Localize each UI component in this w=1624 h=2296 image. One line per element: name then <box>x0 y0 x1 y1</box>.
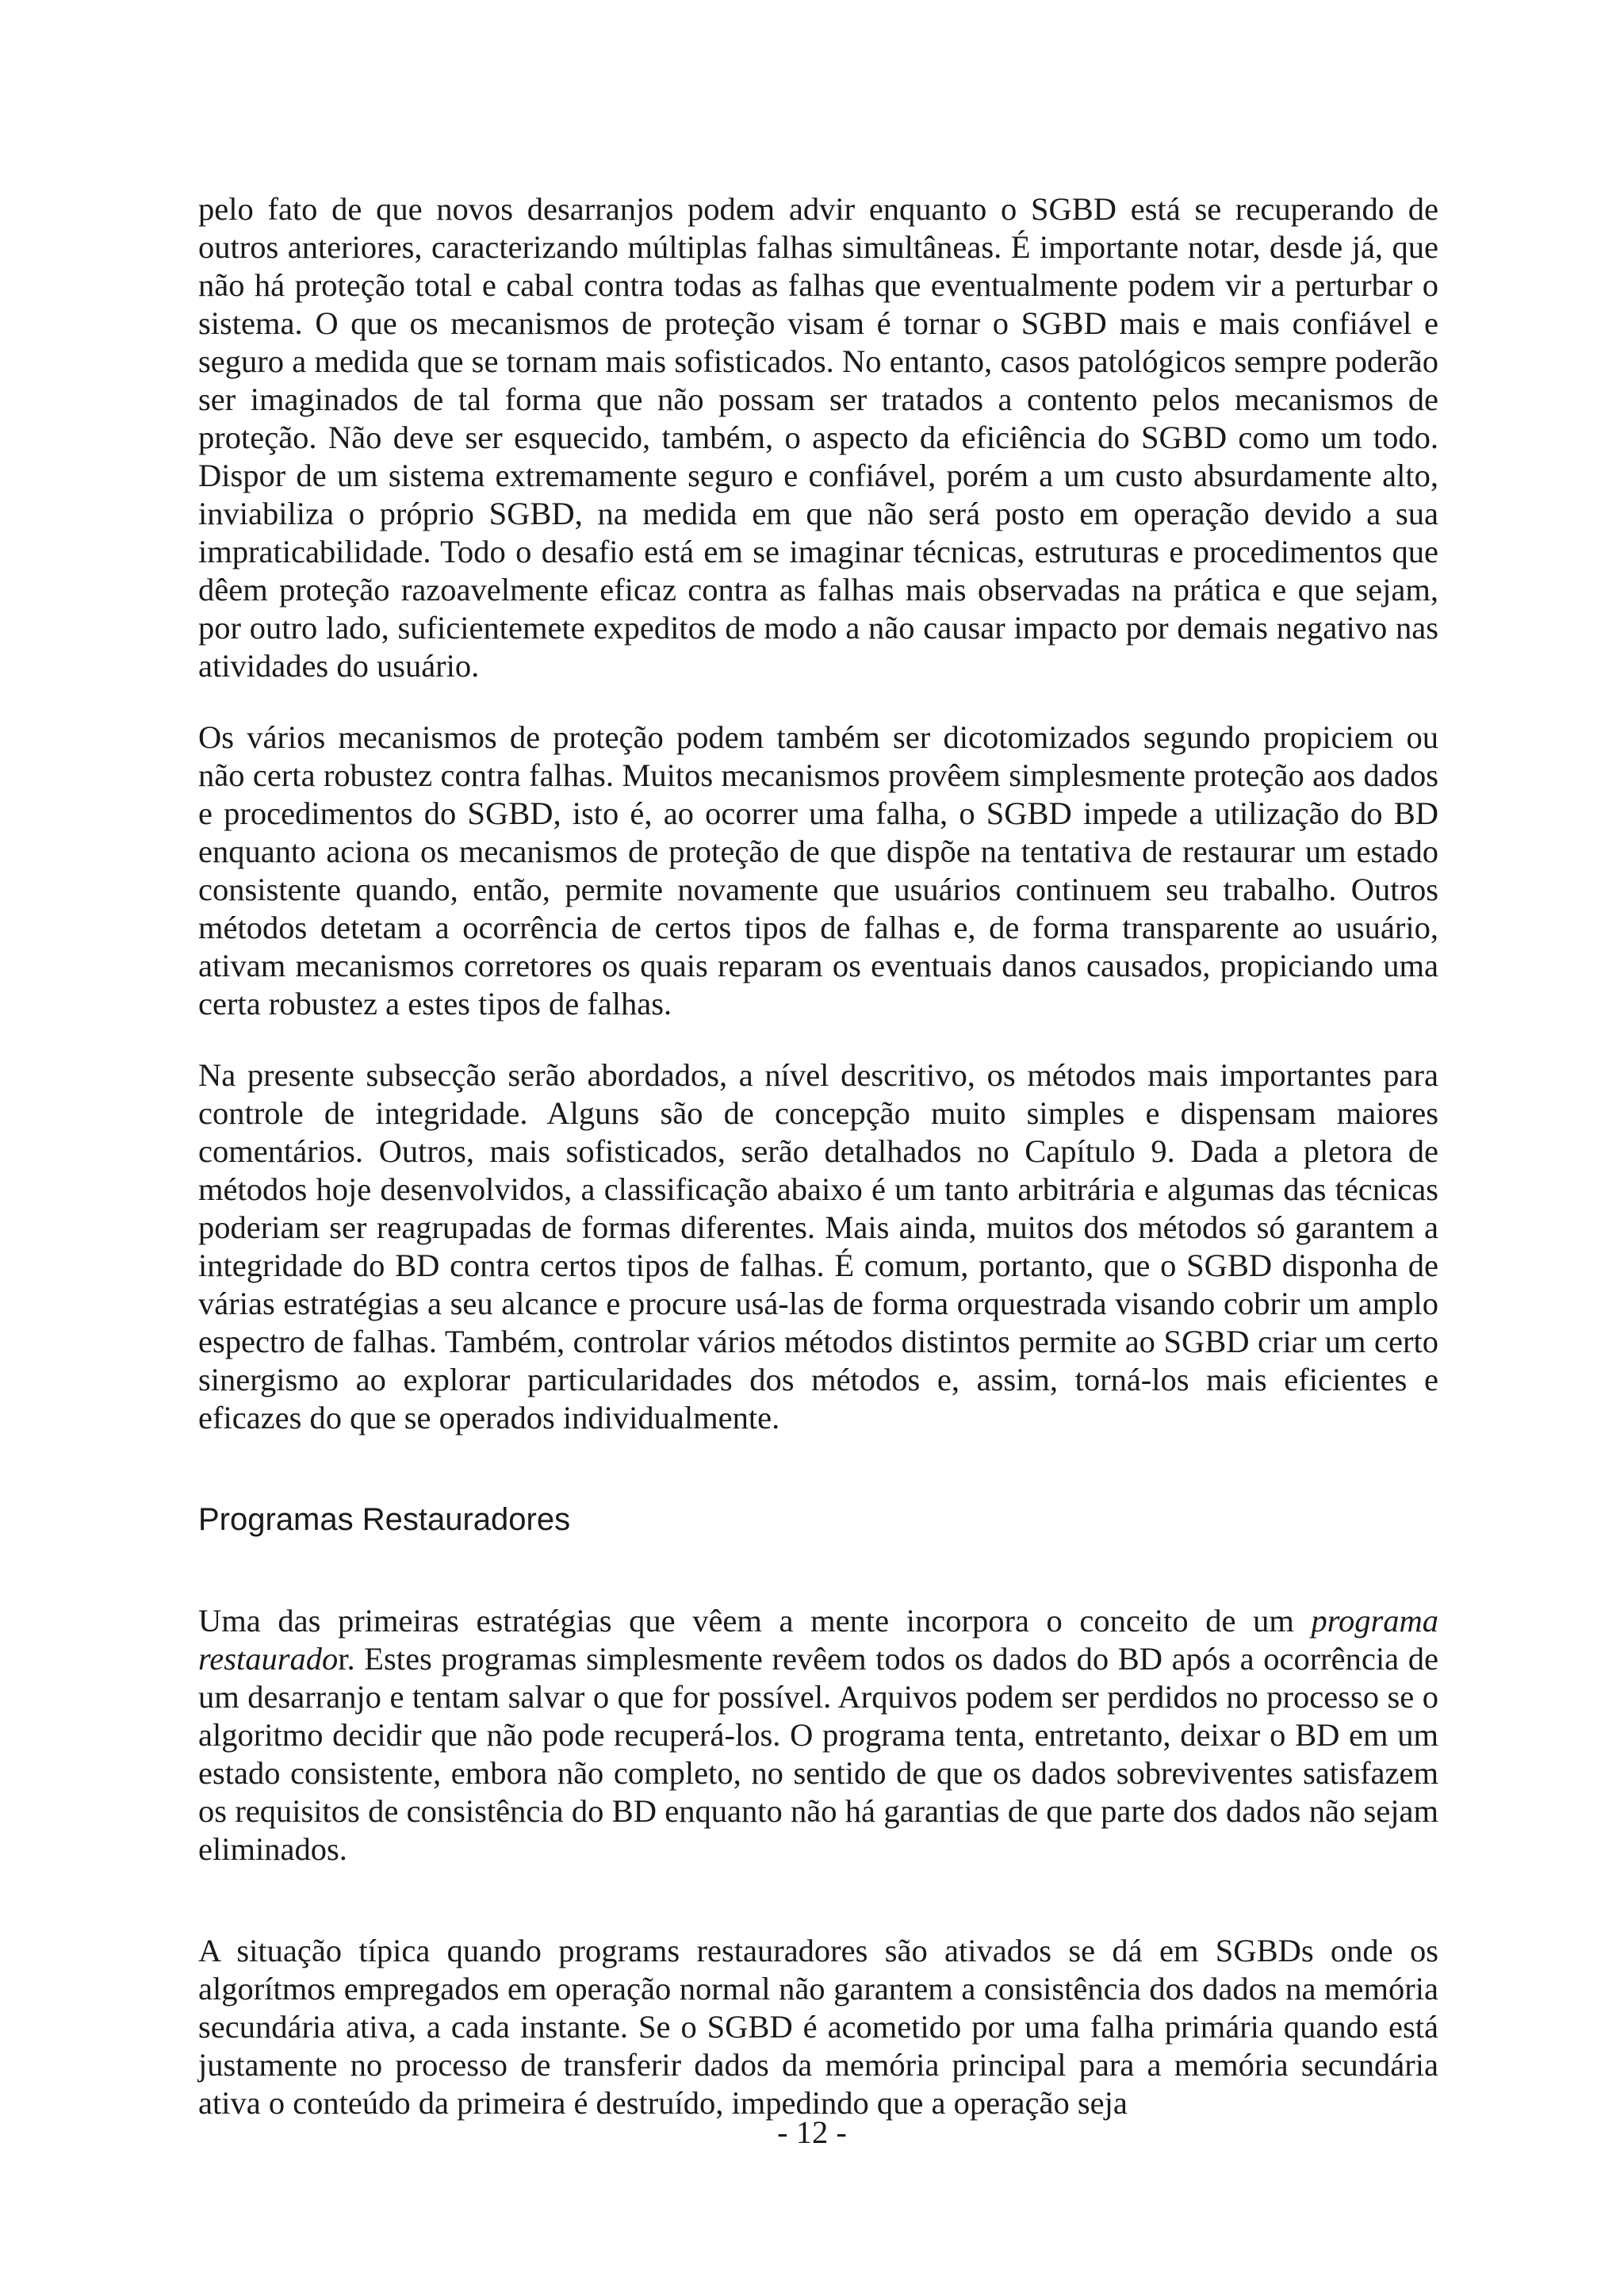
paragraph-spacer <box>198 685 1438 719</box>
paragraph-3: Na presente subsecção serão abordados, a nível descritivo, os métodos mais importantes para controle de integridade. Alguns são de concepção muito simples e dispensam maiores comentários. Outros, mais sofisticados, serão detalhados no Capítulo 9. Dada a pletora de métodos hoje desenvolvidos, a classificação abaixo é um tanto arbitrária e algumas das técnicas poderiam ser reagrupadas de formas diferentes. Mais ainda, muitos dos métodos só garantem a integridade do BD contra certos tipos de falhas. É comum, portanto, que o SGBD disponha de várias estratégias a seu alcance e procure usá-las de forma orquestrada visando cobrir um amplo espectro de falhas. Também, controlar vários métodos distintos permite ao SGBD criar um certo sinergismo ao explorar particularidades dos métodos e, assim, torná-los mais eficientes e eficazes do que se operados individualmente. <box>198 1057 1438 1435</box>
paragraph-5: A situação típica quando programs restauradores são ativados se dá em SGBDs onde os algorítmos empregados em operação normal não garantem a consistência dos dados na memória secundária ativa, a cada instante. Se o SGBD é acometido por uma falha primária quando está justamente no processo de transferir dados da memória principal para a memória secundária ativa o conteúdo da primeira é destruído, impedindo que a operação seja <box>198 1933 1438 2121</box>
section-spacer <box>198 1539 1438 1602</box>
paragraph-4-rest: r. Estes programas simplesmente revêem todos os dados do BD após a ocorrência de um desarranjo e tentam salvar o que for possível. Arquivos podem ser perdidos no processo se o algoritmo decidir que não pode recuperá-los. O programa tenta, entretanto, deixar o BD em um estado consistente, embora não completo, no sentido de que os dados sobreviventes satisfazem os requisitos de consistência do BD enquanto não há garantias de que parte dos dados não sejam eliminados. <box>198 1641 1438 1867</box>
paragraph-4-lead: Uma das primeiras estratégias que vêem a mente incorpora o conceito de um <box>198 1603 1312 1639</box>
document-body <box>198 190 1438 2122</box>
page-number: - 12 - <box>777 2114 847 2150</box>
italic-term: programa restaurado <box>198 1603 1438 1677</box>
paragraph-spacer <box>198 1869 1438 1932</box>
section-spacer <box>198 1437 1438 1501</box>
section-heading: Programas Restauradores <box>198 1502 571 1537</box>
paragraph-2: Os vários mecanismos de proteção podem também ser dicotomizados segundo propiciem ou não certa robustez contra falhas. Muitos mecanismos provêem simplesmente proteção aos dados e procedimentos do SGBD, isto é, ao ocorrer uma falha, o SGBD impede a utilização do BD enquanto aciona os mecanismos de proteção de que dispõe na tentativa de restaurar um estado consistente quando, então, permite novamente que usuários continuem seu trabalho. Outros métodos detetam a ocorrência de certos tipos de falhas e, de forma transparente ao usuário, ativam mecanismos corretores os quais reparam os eventuais danos causados, propiciando uma certa robustez a estes tipos de falhas. <box>198 719 1438 1022</box>
paragraph-spacer <box>198 1023 1438 1056</box>
paragraph-4 <box>198 1602 1438 1869</box>
paragraph-1: pelo fato de que novos desarranjos podem advir enquanto o SGBD está se recuperando de outros anteriores, caracterizando múltiplas falhas simultâneas. É importante notar, desde já, que não há proteção total e cabal contra todas as falhas que eventualmente podem vir a perturbar o sistema. O que os mecanismos de proteção visam é tornar o SGBD mais e mais confiável e seguro a medida que se tornam mais sofisticados. No entanto, casos patológicos sempre poderão ser imaginados de tal forma que não possam ser tratados a contento pelos mecanismos de proteção. Não deve ser esquecido, também, o aspecto da eficiência do SGBD como um todo. Dispor de um sistema extremamente seguro e confiável, porém a um custo absurdamente alto, inviabiliza o próprio SGBD, na medida em que não será posto em operação devido a sua impraticabilidade. Todo o desafio está em se imaginar técnicas, estruturas e procedimentos que dêem proteção razoavelmente eficaz contra as falhas mais observadas na prática e que sejam, por outro lado, suficientemete expeditos de modo a não causar impacto por demais negativo nas atividades do usuário. <box>198 191 1438 684</box>
